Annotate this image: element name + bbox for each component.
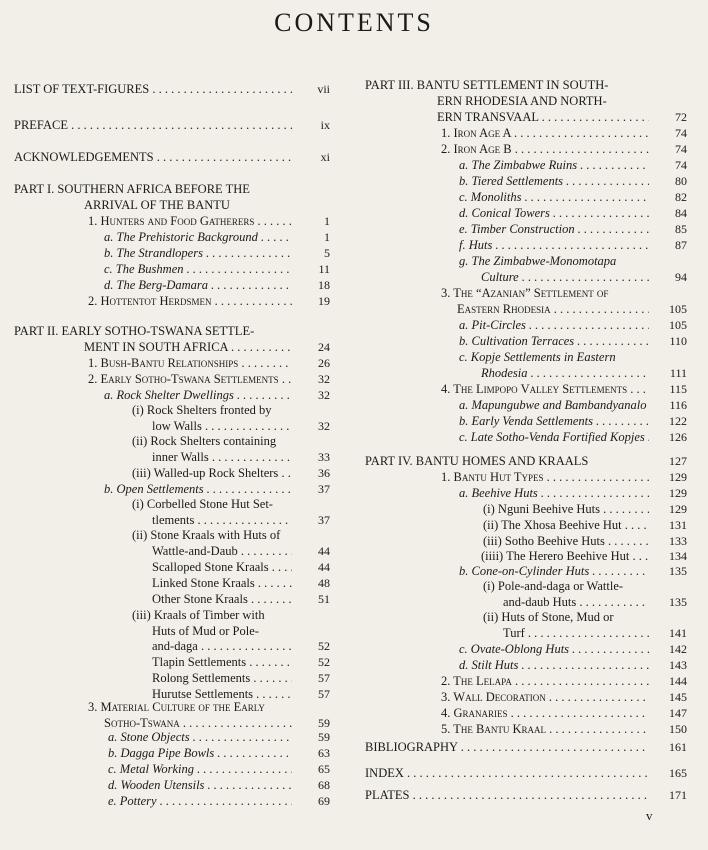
toc-page-number: 134	[669, 549, 687, 563]
toc-entry-a-rock-shelter-dwellings: a. Rock Shelter Dwellings . . .	[104, 388, 292, 403]
toc-entry-1-iron-age-a: 1. Iron Age A . . .	[441, 126, 649, 141]
toc-entry-bibliography: BIBLIOGRAPHY . . .	[365, 740, 649, 755]
toc-entry-tlements: tlements . . .	[152, 513, 292, 528]
toc-page-number: 84	[675, 206, 687, 220]
toc-entry-b-tiered-settlements: b. Tiered Settlements . . .	[459, 174, 649, 189]
toc-page-number: 171	[669, 788, 687, 802]
toc-entry-d-wooden-utensils: d. Wooden Utensils . . .	[108, 778, 292, 793]
toc-page-number: 37	[318, 482, 330, 496]
toc-entry-c-monoliths: c. Monoliths . . .	[459, 190, 649, 205]
toc-page-number: 59	[318, 716, 330, 730]
toc-page-number: 85	[675, 222, 687, 236]
toc-page-number: 11	[318, 262, 330, 276]
toc-entry-1-bush-bantu-relationships: 1. Bush-Bantu Relationships . . .	[88, 356, 292, 371]
toc-page-number: 1	[324, 230, 330, 244]
toc-entry-turf: Turf . . .	[503, 626, 649, 641]
toc-page-number: 32	[318, 372, 330, 386]
toc-entry-b-cone-on-cylinder-huts: b. Cone-on-Cylinder Huts . . .	[459, 564, 649, 579]
toc-entry-linked-stone-kraals: Linked Stone Kraals . . .	[152, 576, 292, 591]
toc-entry-b-open-settlements: b. Open Settlements . . .	[104, 482, 292, 497]
toc-entry-part-iii-bantu-settlement-in-south: PART III. BANTU SETTLEMENT IN SOUTH-	[365, 78, 609, 92]
toc-page-number: 1	[324, 214, 330, 228]
toc-entry-hurutse-settlements: Hurutse Settlements . . .	[152, 687, 292, 702]
toc-page-number: 110	[669, 334, 687, 348]
toc-entry-iiii-the-herero-beehive-hut: (iiii) The Herero Beehive Hut . . .	[481, 549, 649, 564]
toc-page-number: 26	[318, 356, 330, 370]
toc-page-number: 145	[669, 690, 687, 704]
toc-page-number: 126	[669, 430, 687, 444]
toc-page-number: 127	[669, 454, 687, 468]
toc-entry-ii-huts-of-stone-mud-or: (ii) Huts of Stone, Mud or	[483, 610, 614, 624]
toc-entry-culture: Culture . . .	[481, 270, 649, 285]
toc-page-number: 74	[675, 142, 687, 156]
toc-page-number: 141	[669, 626, 687, 640]
toc-entry-i-pole-and-daga-or-wattle: (i) Pole-and-daga or Wattle-	[483, 579, 624, 593]
toc-entry-arrival-of-the-bantu: ARRIVAL OF THE BANTU	[84, 198, 230, 212]
toc-entry-iii-kraals-of-timber-with: (iii) Kraals of Timber with	[132, 608, 265, 622]
toc-entry-ii-rock-shelters-containing: (ii) Rock Shelters containing	[132, 434, 277, 448]
toc-page-number: 129	[669, 470, 687, 484]
toc-entry-ern-rhodesia-and-north: ERN RHODESIA AND NORTH-	[437, 94, 607, 108]
toc-page-number: 129	[669, 486, 687, 500]
toc-entry-part-iv-bantu-homes-and-kraals: PART IV. BANTU HOMES AND KRAALS	[365, 454, 589, 468]
toc-entry-list-of-text-figures: LIST OF TEXT-FIGURES . . .	[14, 82, 292, 97]
toc-entry-and-daub-huts: and-daub Huts . . .	[503, 595, 649, 610]
toc-entry-rolong-settlements: Rolong Settlements . . .	[152, 671, 292, 686]
toc-page-number: 135	[669, 595, 687, 609]
toc-page-number: 116	[669, 398, 687, 412]
toc-entry-e-pottery: e. Pottery . . .	[108, 794, 292, 809]
toc-page-number: 161	[669, 740, 687, 754]
toc-entry-iii-walled-up-rock-shelters: (iii) Walled-up Rock Shelters . . .	[132, 466, 292, 481]
toc-page-number: 51	[318, 592, 330, 606]
toc-page-number: 82	[675, 190, 687, 204]
toc-entry-3-the-azanian-settlement-of: 3. The “Azanian” Settlement of	[441, 286, 609, 300]
toc-page-number: 142	[669, 642, 687, 656]
toc-entry-part-ii-early-sotho-tswana-settle: PART II. EARLY SOTHO-TSWANA SETTLE-	[14, 324, 255, 338]
toc-page-number: 52	[318, 639, 330, 653]
toc-entry-d-the-berg-damara: d. The Berg-Damara . . .	[104, 278, 292, 293]
toc-entry-ii-the-xhosa-beehive-hut: (ii) The Xhosa Beehive Hut . . .	[483, 518, 649, 533]
toc-page-number: 33	[318, 450, 330, 464]
toc-page-number: 19	[318, 294, 330, 308]
toc-page-number: 18	[318, 278, 330, 292]
toc-entry-d-stilt-huts: d. Stilt Huts . . .	[459, 658, 649, 673]
toc-page-number: 74	[675, 126, 687, 140]
toc-page-number: 165	[669, 766, 687, 780]
toc-page-number: 135	[669, 564, 687, 578]
toc-entry-d-conical-towers: d. Conical Towers . . .	[459, 206, 649, 221]
toc-entry-3-wall-decoration: 3. Wall Decoration . . .	[441, 690, 649, 705]
toc-page-number: 32	[318, 419, 330, 433]
toc-page-number: 105	[669, 318, 687, 332]
toc-entry-ern-transvaal: ERN TRANSVAAL . . .	[437, 110, 649, 125]
toc-entry-2-early-sotho-tswana-settlements: 2. Early Sotho-Tswana Settlements . . .	[88, 372, 292, 387]
toc-entry-1-hunters-and-food-gatherers: 1. Hunters and Food Gatherers . . .	[88, 214, 292, 229]
toc-page-number: 57	[318, 671, 330, 685]
toc-page-number: vii	[317, 82, 330, 96]
toc-entry-b-cultivation-terraces: b. Cultivation Terraces . . .	[459, 334, 649, 349]
toc-entry-1-bantu-hut-types: 1. Bantu Hut Types . . .	[441, 470, 649, 485]
toc-entry-low-walls: low Walls . . .	[152, 419, 292, 434]
toc-entry-e-timber-construction: e. Timber Construction . . .	[459, 222, 649, 237]
toc-page-number: ix	[320, 118, 330, 132]
toc-entry-sotho-tswana: Sotho-Tswana . . .	[104, 716, 292, 731]
toc-entry-plates: PLATES . . .	[365, 788, 649, 803]
toc-entry-eastern-rhodesia: Eastern Rhodesia . . .	[457, 302, 649, 317]
toc-entry-a-the-prehistoric-background: a. The Prehistoric Background . . .	[104, 230, 292, 245]
toc-entry-scalloped-stone-kraals: Scalloped Stone Kraals . . .	[152, 560, 292, 575]
toc-page-number: 68	[318, 778, 330, 792]
toc-page-number: 111	[669, 366, 687, 380]
toc-page-number: 44	[318, 544, 330, 558]
toc-page-number: 115	[669, 382, 687, 396]
toc-entry-tlapin-settlements: Tlapin Settlements . . .	[152, 655, 292, 670]
toc-entry-ii-stone-kraals-with-huts-of: (ii) Stone Kraals with Huts of	[132, 528, 281, 542]
toc-page-number: 122	[669, 414, 687, 428]
contents-right-column	[365, 0, 687, 850]
toc-page-number: 52	[318, 655, 330, 669]
toc-entry-a-mapungubwe-and-bambandyanalo: a. Mapungubwe and Bambandyanalo . . .	[459, 398, 649, 413]
toc-entry-and-daga: and-daga . . .	[152, 639, 292, 654]
page-folio: v	[646, 808, 653, 823]
toc-page-number: 69	[318, 794, 330, 808]
toc-entry-2-hottentot-herdsmen: 2. Hottentot Herdsmen . . .	[88, 294, 292, 309]
toc-entry-b-the-strandlopers: b. The Strandlopers . . .	[104, 246, 292, 261]
toc-entry-2-the-lelapa: 2. The Lelapa . . .	[441, 674, 649, 689]
toc-page-number: 32	[318, 388, 330, 402]
toc-entry-iii-sotho-beehive-huts: (iii) Sotho Beehive Huts . . .	[483, 534, 649, 549]
toc-page-number: 36	[318, 466, 330, 480]
toc-page-number: 144	[669, 674, 687, 688]
toc-entry-inner-walls: inner Walls . . .	[152, 450, 292, 465]
toc-entry-c-metal-working: c. Metal Working . . .	[108, 762, 292, 777]
toc-entry-huts-of-mud-or-pole: Huts of Mud or Pole-	[152, 624, 259, 638]
toc-page-number: 48	[318, 576, 330, 590]
toc-entry-acknowledgements: ACKNOWLEDGEMENTS . . .	[14, 150, 292, 165]
toc-page-number: 63	[318, 746, 330, 760]
toc-page-number: 74	[675, 158, 687, 172]
toc-page-number: xi	[320, 150, 330, 164]
toc-page-number: 87	[675, 238, 687, 252]
toc-entry-c-late-sotho-venda-fortified-kopjes: c. Late Sotho-Venda Fortified Kopjes . . .	[459, 430, 649, 445]
toc-page-number: 24	[318, 340, 330, 354]
toc-entry-index: INDEX . . .	[365, 766, 649, 781]
toc-entry-a-beehive-huts: a. Beehive Huts . . .	[459, 486, 649, 501]
toc-entry-other-stone-kraals: Other Stone Kraals . . .	[152, 592, 292, 607]
contents-left-column	[14, 0, 330, 850]
toc-entry-preface: PREFACE . . .	[14, 118, 292, 133]
toc-entry-i-rock-shelters-fronted-by: (i) Rock Shelters fronted by	[132, 403, 272, 417]
toc-page-number: 105	[669, 302, 687, 316]
toc-page-number: 147	[669, 706, 687, 720]
toc-entry-ment-in-south-africa: MENT IN SOUTH AFRICA . . .	[84, 340, 292, 355]
toc-entry-b-dagga-pipe-bowls: b. Dagga Pipe Bowls . . .	[108, 746, 292, 761]
toc-entry-b-early-venda-settlements: b. Early Venda Settlements . . .	[459, 414, 649, 429]
toc-page-number: 59	[318, 730, 330, 744]
toc-page-number: 65	[318, 762, 330, 776]
toc-entry-wattle-and-daub: Wattle-and-Daub . . .	[152, 544, 292, 559]
toc-entry-f-huts: f. Huts . . .	[459, 238, 649, 253]
toc-entry-c-ovate-oblong-huts: c. Ovate-Oblong Huts . . .	[459, 642, 649, 657]
toc-page-number: 80	[675, 174, 687, 188]
toc-entry-i-nguni-beehive-huts: (i) Nguni Beehive Huts . . .	[483, 502, 649, 517]
toc-entry-rhodesia: Rhodesia . . .	[481, 366, 649, 381]
toc-entry-2-iron-age-b: 2. Iron Age B . . .	[441, 142, 649, 157]
toc-page-number: 57	[318, 687, 330, 701]
toc-entry-5-the-bantu-kraal: 5. The Bantu Kraal . . .	[441, 722, 649, 737]
toc-entry-3-material-culture-of-the-early: 3. Material Culture of the Early	[88, 700, 265, 714]
toc-page-number: 129	[669, 502, 687, 516]
page-title: CONTENTS	[274, 8, 434, 37]
toc-page-number: 133	[669, 534, 687, 548]
toc-entry-c-kopje-settlements-in-eastern: c. Kopje Settlements in Eastern	[459, 350, 616, 364]
toc-page-number: 5	[324, 246, 330, 260]
toc-page-number: 150	[669, 722, 687, 736]
toc-entry-i-corbelled-stone-hut-set: (i) Corbelled Stone Hut Set-	[132, 497, 273, 511]
toc-entry-a-pit-circles: a. Pit-Circles . . .	[459, 318, 649, 333]
toc-page-number: 44	[318, 560, 330, 574]
toc-entry-a-the-zimbabwe-ruins: a. The Zimbabwe Ruins . . .	[459, 158, 649, 173]
toc-entry-g-the-zimbabwe-monomotapa: g. The Zimbabwe-Monomotapa	[459, 254, 617, 268]
toc-entry-part-i-southern-africa-before-the: PART I. SOUTHERN AFRICA BEFORE THE	[14, 182, 250, 196]
toc-page-number: 72	[675, 110, 687, 124]
toc-page-number: 131	[669, 518, 687, 532]
toc-page-number: 37	[318, 513, 330, 527]
toc-entry-4-the-limpopo-valley-settlements: 4. The Limpopo Valley Settlements . . .	[441, 382, 649, 397]
toc-page-number: 94	[675, 270, 687, 284]
toc-entry-4-granaries: 4. Granaries . . .	[441, 706, 649, 721]
toc-entry-c-the-bushmen: c. The Bushmen . . .	[104, 262, 292, 277]
toc-entry-a-stone-objects: a. Stone Objects . . .	[108, 730, 292, 745]
toc-page-number: 143	[669, 658, 687, 672]
